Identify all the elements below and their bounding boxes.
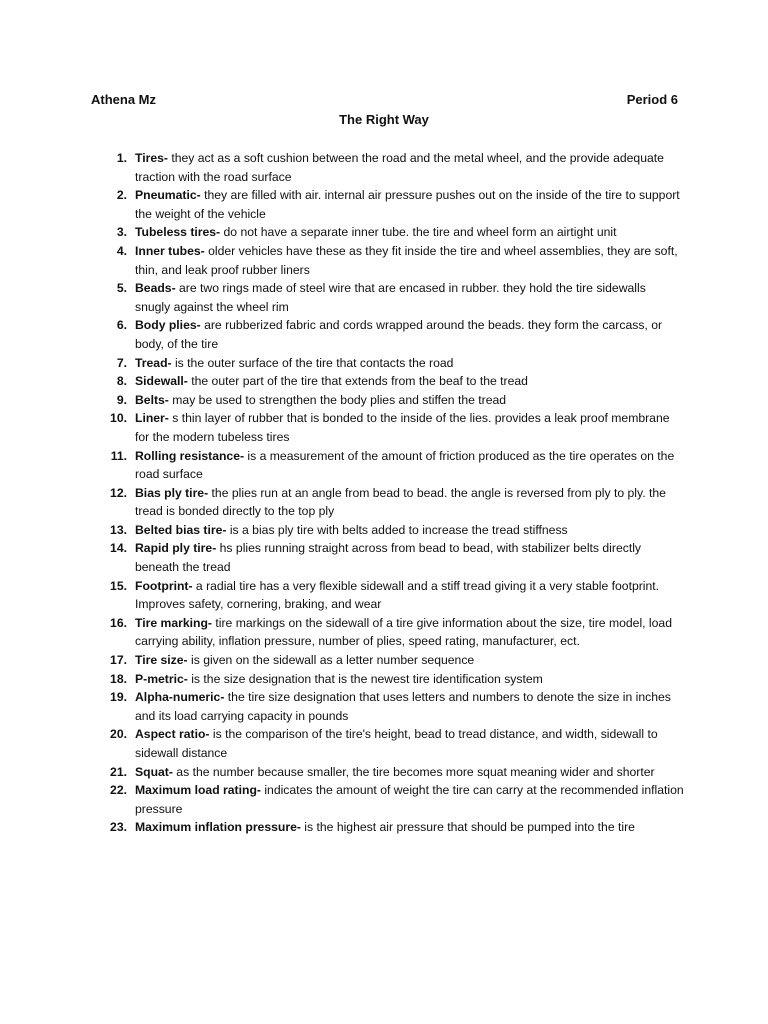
- vocabulary-item: [0, 447, 768, 484]
- term-definition: indicates the amount of weight the tire can carry at the recommended inflation pressure: [135, 783, 684, 816]
- vocabulary-item: [0, 539, 768, 576]
- item-number: 17.: [110, 653, 127, 668]
- term-name: Body plies-: [135, 318, 201, 333]
- item-number: 18.: [110, 671, 127, 686]
- item-number: 7.: [116, 355, 127, 370]
- vocabulary-item: [0, 725, 768, 762]
- term-definition: is a bias ply tire with belts added to increase the tread stiffness: [226, 522, 568, 537]
- vocabulary-item: [0, 818, 768, 837]
- term-name: Tires-: [135, 151, 168, 165]
- vocabulary-item: [0, 354, 768, 373]
- term-definition: older vehicles have these as they fit inside the tire and wheel assemblies, they are soft, thin, and leak proof rubber liners: [135, 243, 678, 277]
- term-name: Bias ply tire-: [135, 485, 209, 500]
- vocabulary-item: [0, 521, 768, 540]
- term-definition: are two rings made of steel wire that are encased in rubber. they hold the tire sidewalls snugly against the wheel rim: [135, 281, 646, 314]
- item-number: 23.: [110, 820, 127, 835]
- item-number: 15.: [110, 578, 127, 593]
- vocabulary-item: [0, 781, 768, 818]
- item-number: 13.: [110, 522, 127, 537]
- vocabulary-item: [0, 484, 768, 521]
- vocabulary-item: [0, 688, 768, 725]
- term-name: Belts-: [135, 392, 169, 407]
- term-name: Maximum inflation pressure-: [135, 820, 301, 835]
- item-number: 9.: [116, 392, 127, 407]
- term-name: Tread-: [135, 355, 172, 370]
- term-definition: they are filled with air. internal air pressure pushes out on the inside of the tire to support the weight of the vehicle: [135, 188, 680, 221]
- term-name: Rapid ply tire-: [135, 541, 217, 556]
- term-name: Pneumatic-: [135, 188, 201, 203]
- term-definition: the plies run at an angle from bead to bead. the angle is reversed from ply to ply. the tread is bonded directly to the top ply: [135, 485, 666, 519]
- item-number: 22.: [110, 783, 127, 798]
- term-definition: is given on the sidewall as a letter number sequence: [187, 653, 475, 668]
- item-number: 19.: [110, 690, 127, 705]
- term-definition: as the number because smaller, the tire becomes more squat meaning wider and shorter: [172, 764, 655, 779]
- item-number: 2.: [116, 188, 127, 203]
- term-name: Beads-: [135, 281, 176, 296]
- term-definition: the tire size designation that uses letters and numbers to denote the size in inches and its load carrying capacity in pounds: [135, 690, 671, 723]
- vocabulary-item: [0, 279, 768, 316]
- term-name: Tubeless tires-: [135, 225, 221, 240]
- item-number: 4.: [116, 243, 127, 258]
- term-definition: hs plies running straight across from bead to bead, with stabilizer belts directly beneath the tread: [135, 541, 642, 575]
- class-period: Period 6: [626, 92, 678, 107]
- term-definition: they act as a soft cushion between the road and the metal wheel, and the provide adequate traction with the road surface: [135, 151, 664, 184]
- term-name: Tire marking-: [135, 615, 212, 630]
- vocabulary-item: [0, 223, 768, 242]
- term-name: Belted bias tire-: [135, 522, 227, 537]
- item-number: 3.: [116, 225, 127, 240]
- item-number: 20.: [110, 727, 127, 742]
- item-number: 16.: [110, 615, 127, 630]
- vocabulary-item: [0, 391, 768, 410]
- item-number: 11.: [110, 448, 127, 463]
- item-number: 8.: [116, 374, 127, 389]
- item-number: 6.: [116, 318, 127, 333]
- term-name: P-metric-: [135, 671, 188, 686]
- term-name: Sidewall-: [135, 374, 188, 389]
- term-name: Squat-: [135, 764, 173, 779]
- term-name: Tire size-: [135, 653, 188, 668]
- item-number: 5.: [116, 281, 127, 296]
- item-number: 12.: [110, 485, 127, 500]
- term-definition: the outer part of the tire that extends from the beaf to the tread: [187, 374, 528, 389]
- term-definition: are rubberized fabric and cords wrapped around the beads. they form the carcass, or body, of the tire: [135, 318, 663, 351]
- vocabulary-item: [0, 149, 768, 186]
- vocabulary-item: [0, 670, 768, 689]
- term-definition: may be used to strengthen the body plies and stiffen the tread: [168, 392, 507, 407]
- term-name: Alpha-numeric-: [135, 690, 225, 705]
- item-number: 10.: [110, 411, 127, 426]
- vocabulary-item: [0, 763, 768, 782]
- vocabulary-item: [0, 372, 768, 391]
- term-definition: tire markings on the sidewall of a tire give information about the size, tire model, load carrying ability, inflation pressure, number of plies, speed rating, manufacturer, ect.: [135, 615, 672, 649]
- term-name: Maximum load rating-: [135, 783, 261, 798]
- vocabulary-item: [0, 242, 768, 279]
- term-definition: a radial tire has a very flexible sidewall and a stiff tread giving it a very stable footprint. Improves safety, cornering, braking, and wear: [135, 578, 660, 612]
- term-name: Footprint-: [135, 578, 193, 593]
- vocabulary-item: [0, 577, 768, 614]
- vocabulary-item: [0, 409, 768, 446]
- vocabulary-list: [0, 149, 768, 837]
- vocabulary-item: [0, 614, 768, 651]
- term-definition: is the comparison of the tire's height, bead to tread distance, and width, sidewall to sidewall distance: [135, 727, 658, 760]
- item-number: 21.: [110, 764, 127, 779]
- vocabulary-item: [0, 651, 768, 670]
- term-name: Rolling resistance-: [135, 448, 245, 463]
- vocabulary-item: [0, 186, 768, 223]
- term-definition: s thin layer of rubber that is bonded to the inside of the lies. provides a leak proof membrane for the modern tubeless tires: [135, 411, 670, 444]
- document-title: The Right Way: [339, 112, 429, 127]
- term-name: Liner-: [135, 411, 169, 426]
- author-name: Athena Mz: [91, 92, 156, 107]
- vocabulary-item: [0, 316, 768, 353]
- term-name: Aspect ratio-: [135, 727, 210, 742]
- document-header: [91, 92, 678, 110]
- item-number: 14.: [110, 541, 127, 556]
- term-name: Inner tubes-: [135, 243, 205, 258]
- term-definition: do not have a separate inner tube. the tire and wheel form an airtight unit: [220, 225, 617, 240]
- term-definition: is the highest air pressure that should be pumped into the tire: [300, 820, 635, 835]
- term-definition: is the outer surface of the tire that contacts the road: [171, 355, 454, 370]
- item-number: 1.: [116, 151, 127, 165]
- term-definition: is a measurement of the amount of friction produced as the tire operates on the road surface: [135, 448, 675, 482]
- term-definition: is the size designation that is the newest tire identification system: [187, 671, 543, 686]
